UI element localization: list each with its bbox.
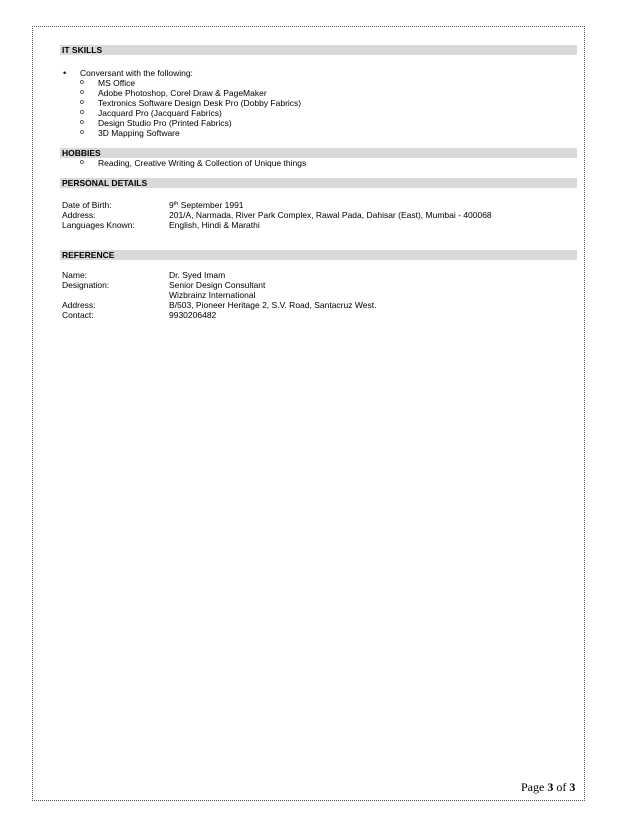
ref-company-value: Wizbrainz International [169,290,256,300]
ref-contact-label: Contact: [62,310,94,320]
it-skill-item: Jacquard Pro (Jacquard Fabrics) [98,108,222,118]
languages-label: Languages Known: [62,220,135,230]
ref-address-value: B/503, Pioneer Heritage 2, S.V. Road, Santacruz West. [169,300,377,310]
page-number: Page 3 of 3 [521,780,576,794]
sub-bullet-icon: o [80,109,84,116]
bullet-icon: • [63,68,67,78]
ref-designation-value: Senior Design Consultant [169,280,266,290]
sub-bullet-icon: o [80,119,84,126]
page-border [32,26,585,801]
sub-bullet-icon: o [80,129,84,136]
sub-bullet-icon: o [80,159,84,166]
ref-name-label: Name: [62,270,88,280]
reference-heading: REFERENCE [60,250,577,260]
dob-label: Date of Birth: [62,200,112,210]
sub-bullet-icon: o [80,99,84,106]
it-skill-item: Textronics Software Design Desk Pro (Dobby Fabrics) [98,98,302,108]
sub-bullet-icon: o [80,79,84,86]
ref-designation-label: Designation: [62,280,110,290]
it-skill-item: 3D Mapping Software [98,128,180,138]
dob-value: 9th September 1991 [169,200,244,210]
personal-details-heading: PERSONAL DETAILS [60,178,577,188]
ref-name-value: Dr. Syed Imam [169,270,226,280]
ref-contact-value: 9930206482 [169,310,217,320]
address-value: 201/A, Narmada, River Park Complex, Rawal Pada, Dahisar (East), Mumbai - 400068 [169,210,492,220]
it-skill-item: MS Office [98,78,136,88]
hobby-item: Reading, Creative Writing & Collection of Unique things [98,158,307,168]
ref-address-label: Address: [62,300,96,310]
sub-bullet-icon: o [80,89,84,96]
it-skills-intro: Conversant with the following: [80,68,193,78]
languages-value: English, Hindi & Marathi [169,220,260,230]
address-label: Address: [62,210,96,220]
it-skill-item: Adobe Photoshop, Corel Draw & PageMaker [98,88,267,98]
it-skill-item: Design Studio Pro (Printed Fabrics) [98,118,232,128]
hobbies-heading: HOBBIES [60,148,577,158]
it-skills-heading: IT SKILLS [60,45,577,55]
